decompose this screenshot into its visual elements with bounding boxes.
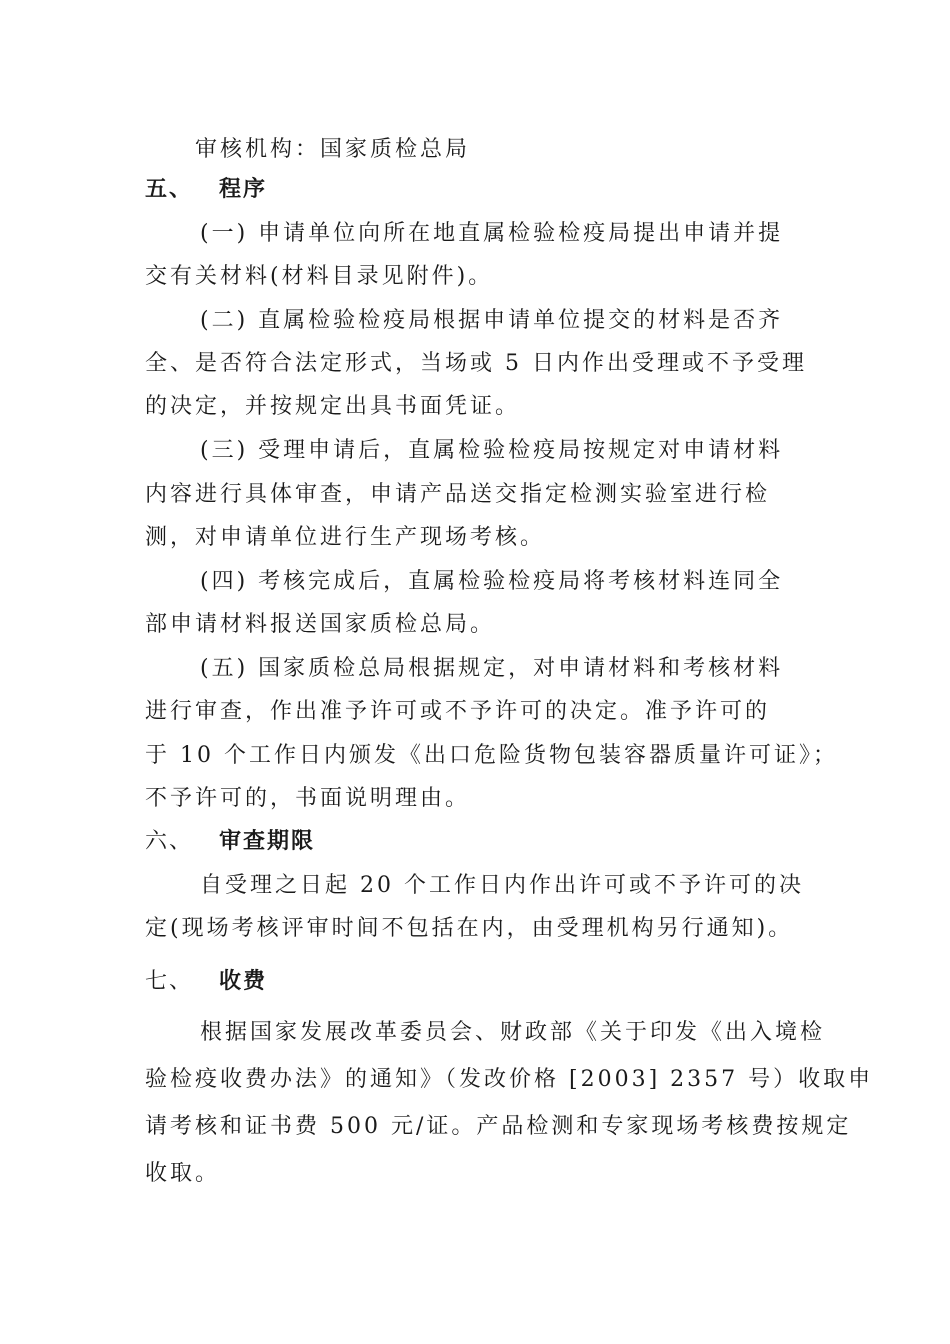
section-title: 审查期限 xyxy=(219,829,316,854)
paragraph-line: (四) 考核完成后，直属检验检疫局将考核材料连同全 xyxy=(200,569,784,594)
paragraph-line: 收取。 xyxy=(145,1161,221,1186)
paragraph-line: 自受理之日起 20 个工作日内作出许可或不予许可的决 xyxy=(200,873,804,898)
paragraph-line: 交有关材料(材料目录见附件)。 xyxy=(145,264,494,289)
paragraph-line: (二) 直属检验检疫局根据申请单位提交的材料是否齐 xyxy=(200,308,784,333)
section-5-heading xyxy=(145,175,267,205)
paragraph-line: 部申请材料报送国家质检总局。 xyxy=(145,612,496,637)
section-7-heading xyxy=(145,967,267,997)
section-title: 程序 xyxy=(219,177,268,202)
paragraph-line: 定(现场考核评审时间不包括在内，由受理机构另行通知)。 xyxy=(145,916,794,941)
section-number: 七、 xyxy=(145,969,194,994)
section-number: 五、 xyxy=(145,177,194,202)
section-6-heading xyxy=(145,827,315,857)
section-number: 六、 xyxy=(145,829,194,854)
paragraph-line: 进行审查，作出准予许可或不予许可的决定。准予许可的 xyxy=(145,699,771,724)
paragraph-line: 的决定，并按规定出具书面凭证。 xyxy=(145,394,521,419)
paragraph-line: 测，对申请单位进行生产现场考核。 xyxy=(145,525,546,550)
paragraph-line: 内容进行具体审查，申请产品送交指定检测实验室进行检 xyxy=(145,482,771,507)
paragraph-line: (三) 受理申请后，直属检验检疫局按规定对申请材料 xyxy=(200,438,784,463)
paragraph-line: 根据国家发展改革委员会、财政部《关于印发《出入境检 xyxy=(200,1020,826,1045)
paragraph-line: 全、是否符合法定形式，当场或 5 日内作出受理或不予受理 xyxy=(145,351,807,376)
paragraph-line: (一) 申请单位向所在地直属检验检疫局提出申请并提 xyxy=(200,221,784,246)
paragraph-line: 于 10 个工作日内颁发《出口危险货物包装容器质量许可证》； xyxy=(145,743,838,768)
paragraph-line: (五) 国家质检总局根据规定，对申请材料和考核材料 xyxy=(200,656,784,681)
paragraph-line: 不予许可的，书面说明理由。 xyxy=(145,786,471,811)
section-title: 收费 xyxy=(219,969,268,994)
paragraph-line: 请考核和证书费 500 元/证。产品检测和专家现场考核费按规定 xyxy=(145,1114,852,1139)
review-agency-line: 审核机构：国家质检总局 xyxy=(195,137,471,162)
paragraph-line: 验检疫收费办法》的通知》（发改价格 [2003] 2357 号）收取申 xyxy=(145,1067,874,1092)
